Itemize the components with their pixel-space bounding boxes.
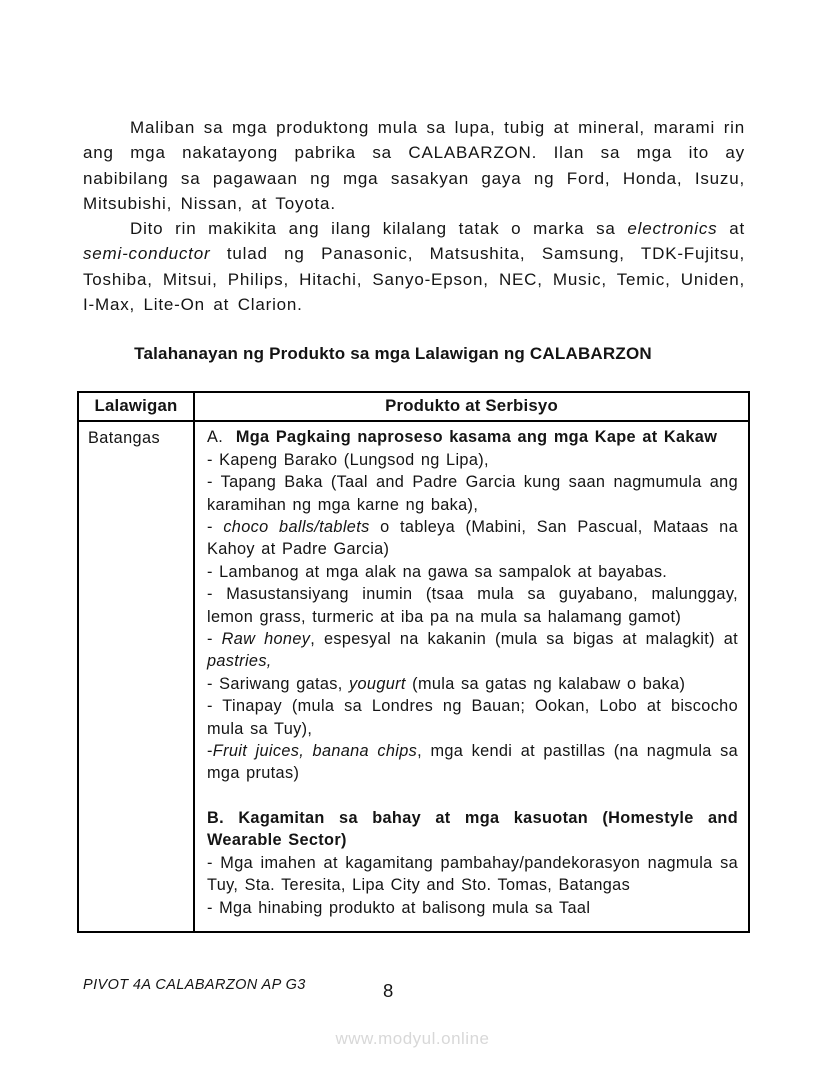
- text-segment: pastries,: [207, 652, 272, 671]
- text-segment: A.: [207, 428, 236, 447]
- text-segment: -: [207, 518, 224, 536]
- table-row-batangas: [78, 421, 749, 932]
- product-line: [207, 852, 738, 897]
- text-segment: , espesyal na kakanin (mula sa bigas at malagkit) at: [310, 630, 739, 649]
- product-line: [207, 561, 738, 583]
- text-segment: - Sariwang gatas,: [207, 674, 350, 693]
- table-header-row: [78, 392, 749, 421]
- text-segment: electronics: [627, 219, 718, 239]
- page-number: 8: [383, 980, 394, 1001]
- text-segment: yougurt: [349, 674, 406, 693]
- table-title: Talahanayan ng Produkto sa mga Lalawigan ng CALABARZON: [134, 344, 652, 364]
- products-cell: [194, 421, 749, 932]
- section-a-heading: [207, 426, 738, 448]
- section-b-heading: [207, 807, 738, 852]
- text-segment: -: [207, 630, 222, 649]
- text-segment: (mula sa gatas ng kalabaw o baka): [405, 674, 686, 693]
- paragraph-factories: [83, 115, 745, 216]
- province-cell: Batangas: [78, 421, 194, 932]
- product-line: [207, 449, 738, 471]
- product-line: [207, 740, 738, 785]
- text-segment: - Kapeng Barako (Lungsod ng Lipa),: [207, 450, 489, 469]
- text-segment: tulad ng Panasonic, Matsushita, Samsung, TDK-Fujitsu, Toshiba, Mitsui, Philips, Hitachi, Sanyo-Epson, NEC, Music, Temic, Uniden, I-Max, Lite-On at Clarion.: [83, 244, 745, 315]
- text-segment: semi-conductor: [83, 244, 211, 264]
- text-segment: , mga kendi at pastillas (na nagmula sa mga prutas): [207, 742, 739, 783]
- text-segment: choco balls/tablets: [223, 518, 370, 536]
- products-table: [77, 391, 750, 933]
- text-segment: -: [207, 742, 213, 761]
- text-segment: Raw honey: [221, 630, 311, 649]
- product-line: [207, 897, 738, 919]
- text-segment: Mga Pagkaing naproseso kasama ang mga Kape at Kakaw: [235, 428, 718, 447]
- text-segment: - Mga imahen at kagamitang pambahay/pandekorasyon nagmula sa Tuy, Sta. Teresita, Lipa City and Sto. Tomas, Batangas: [207, 853, 738, 895]
- text-segment: Fruit juices, banana chips: [212, 742, 418, 761]
- text-segment: Maliban sa mga produktong mula sa lupa, tubig at mineral, marami rin ang mga nakatayong pabrika sa CALABARZON. Ilan sa mga ito ay nabibilang sa pagawaan ng mga sasakyan gaya ng Ford, Honda, Isuzu, Mitsubishi, Nissan, at Toyota.: [83, 118, 745, 213]
- page-content: [83, 115, 745, 933]
- text-segment: o tableya (Mabini, San Pascual, Mataas na Kahoy at Padre Garcia): [207, 518, 738, 559]
- product-line: [207, 673, 738, 695]
- text-segment: - Mga hinabing produkto at balisong mula sa Taal: [207, 898, 591, 917]
- text-segment: - Tapang Baka (Taal and Padre Garcia kung saan nagmumula ang karamihan ng mga karne ng baka),: [207, 473, 738, 514]
- col-header-lalawigan: Lalawigan: [78, 392, 194, 421]
- product-line: [207, 516, 738, 561]
- product-line: [207, 471, 738, 516]
- text-segment: Dito rin makikita ang ilang kilalang tatak o marka sa: [130, 219, 628, 239]
- text-segment: at: [717, 219, 745, 239]
- col-header-produkto-at-serbisyo: Produkto at Serbisyo: [194, 392, 749, 421]
- footer-module-label: PIVOT 4A CALABARZON AP G3: [83, 977, 306, 993]
- text-segment: - Masustansiyang inumin (tsaa mula sa guyabano, malunggay, lemon grass, turmeric at iba pa na mula sa halamang gamot): [207, 585, 738, 626]
- text-segment: - Tinapay (mula sa Londres ng Bauan; Ookan, Lobo at biscocho mula sa Tuy),: [207, 697, 738, 738]
- paragraph-electronics: [83, 216, 745, 317]
- product-line: [207, 695, 738, 740]
- watermark: www.modyul.online: [335, 1029, 490, 1048]
- product-line: [207, 583, 738, 628]
- product-line: [207, 628, 738, 673]
- text-segment: - Lambanog at mga alak na gawa sa sampalok at bayabas.: [207, 562, 668, 581]
- text-segment: B. Kagamitan sa bahay at mga kasuotan (Homestyle and Wearable Sector): [207, 808, 738, 850]
